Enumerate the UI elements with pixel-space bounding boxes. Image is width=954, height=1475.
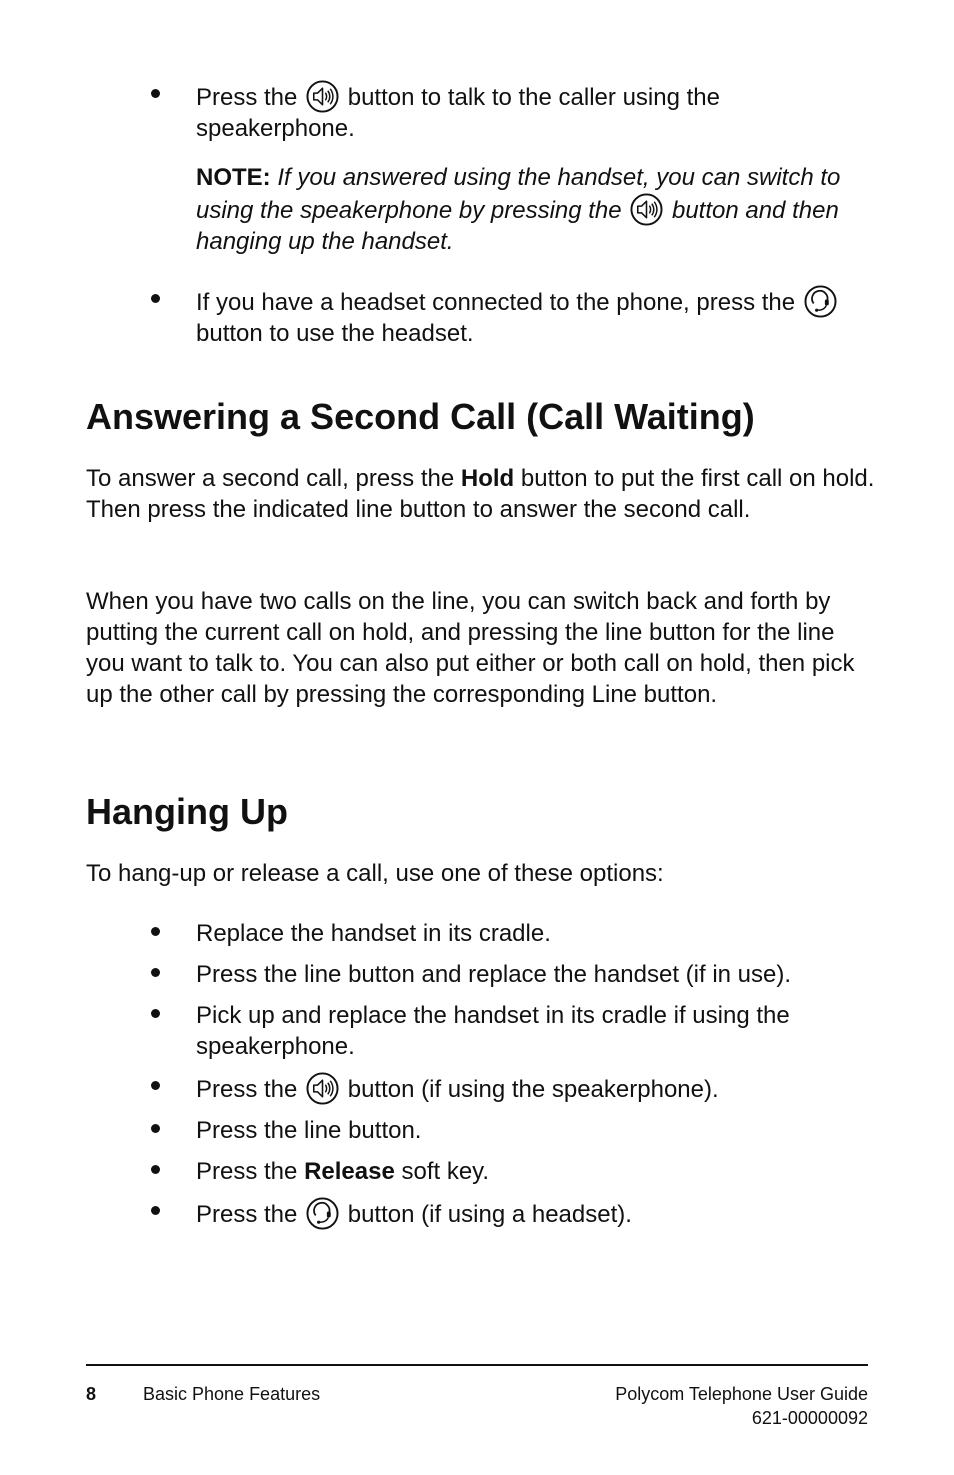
call-waiting-heading: Answering a Second Call (Call Waiting) bbox=[86, 396, 755, 437]
release-keyword: Release bbox=[304, 1158, 395, 1185]
headset-bullets bbox=[0, 285, 954, 349]
note-text: If you answered using the handset, you can switch to using the speakerphone by pressing the bbox=[196, 164, 841, 224]
list-item bbox=[0, 285, 866, 349]
bullet-dot bbox=[151, 1124, 160, 1133]
call-waiting-paragraph-2: When you have two calls on the line, you can switch back and forth by putting the current call on hold, and pressing the line button for the line you want to talk to. You can also put either or both call on hold, then pick up the other call by pressing the corresponding Line button. bbox=[86, 588, 855, 708]
bullet-dot bbox=[151, 1206, 160, 1215]
headset-icon bbox=[306, 1197, 339, 1230]
call-waiting-paragraph-1: To answer a second call, press the Hold button to put the first call on hold. Then press the indicated line button to answer the second call. bbox=[86, 465, 875, 523]
bullet-dot bbox=[151, 294, 160, 303]
hold-keyword: Hold bbox=[460, 465, 515, 492]
footer-guide-title: Polycom Telephone User Guide bbox=[615, 1384, 868, 1404]
note-paragraph bbox=[196, 162, 876, 257]
speakerphone-icon bbox=[630, 193, 663, 226]
speakerphone-icon bbox=[306, 1072, 339, 1105]
hanging-up-heading: Hanging Up bbox=[86, 791, 288, 832]
list-item bbox=[0, 80, 866, 144]
intro-bullets bbox=[0, 80, 954, 144]
bullet-dot bbox=[151, 89, 160, 98]
hanging-up-list bbox=[0, 918, 954, 1230]
footer-rule bbox=[86, 1364, 868, 1366]
list-item: Replace the handset in its cradle. bbox=[0, 918, 866, 949]
bullet-text: button to use the headset. bbox=[196, 320, 474, 347]
hanging-up-intro: To hang-up or release a call, use one of these options: bbox=[86, 860, 664, 887]
list-item: Press the Release soft key. bbox=[0, 1156, 866, 1187]
bullet-dot bbox=[151, 1009, 160, 1018]
bullet-dot bbox=[151, 1081, 160, 1090]
bullet-text: If you have a headset connected to the phone, press the bbox=[196, 289, 796, 316]
bullet-text: Press the bbox=[196, 84, 298, 111]
bullet-dot bbox=[151, 927, 160, 936]
list-item: Press the line button and replace the handset (if in use). bbox=[0, 959, 866, 990]
list-item: Press the button (if using a headset). bbox=[0, 1197, 866, 1230]
list-item: Pick up and replace the handset in its cradle if using the speakerphone. bbox=[0, 1000, 866, 1062]
headset-icon bbox=[804, 285, 837, 318]
bullet-text: button to talk to the caller using the speakerphone. bbox=[196, 84, 720, 142]
bullet-dot bbox=[151, 968, 160, 977]
page-number: 8 bbox=[86, 1384, 97, 1404]
list-item: Press the line button. bbox=[0, 1115, 866, 1146]
bullet-dot bbox=[151, 1165, 160, 1174]
note-text: button and then hanging up the handset. bbox=[196, 197, 839, 255]
footer-section: Basic Phone Features bbox=[143, 1384, 321, 1404]
footer-doc-number: 621-00000092 bbox=[751, 1408, 868, 1428]
list-item: Press the button (if using the speakerphone). bbox=[0, 1072, 866, 1105]
speakerphone-icon bbox=[306, 80, 339, 113]
note-label: NOTE: bbox=[196, 164, 271, 191]
